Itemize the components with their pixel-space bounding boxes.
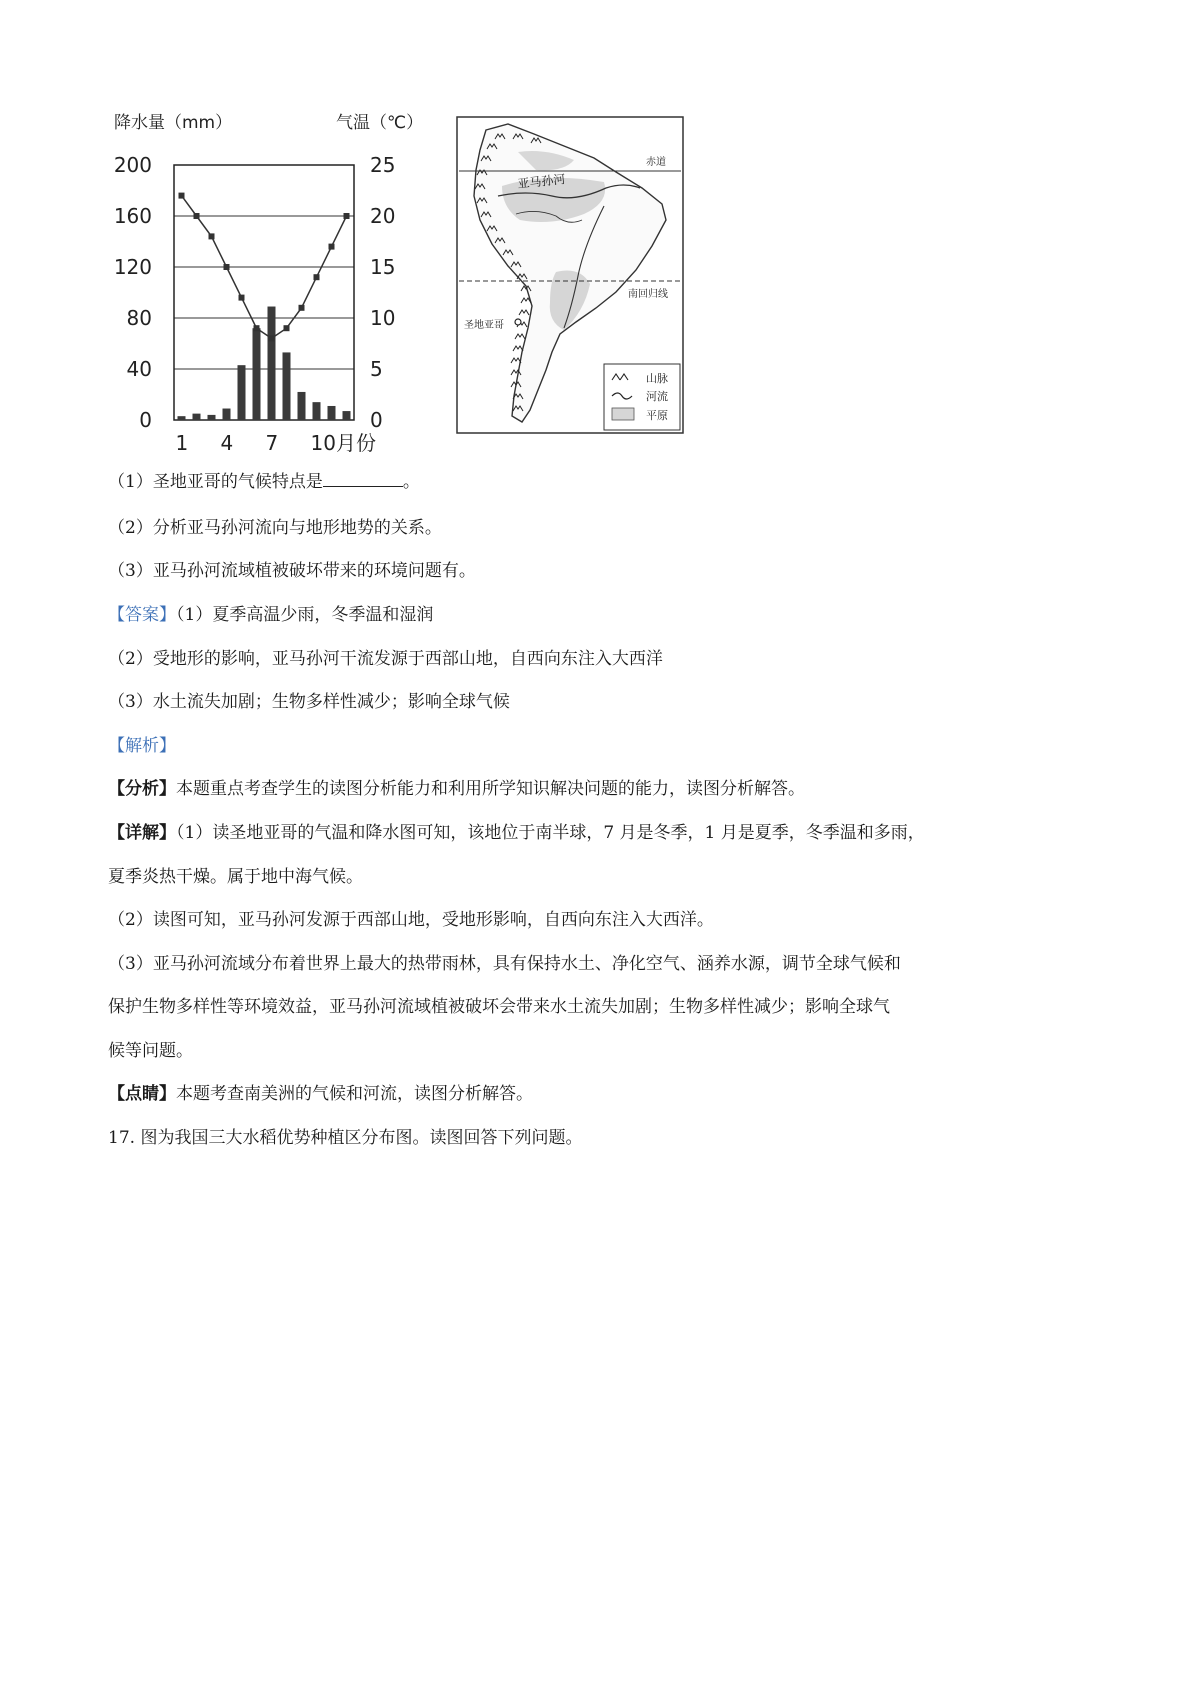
left-tick-label: 40 (126, 357, 152, 381)
left-tick-label: 160 (113, 204, 152, 228)
right-axis-ticks (370, 153, 395, 432)
temperature-point (179, 193, 185, 199)
city-label: 圣地亚哥 (464, 320, 504, 331)
legend-mountain-label: 山脉 (646, 372, 668, 385)
figure-row (108, 108, 688, 458)
precipitation-bar (208, 415, 216, 420)
legend-plain-icon (612, 408, 634, 420)
answer-tag: 【答案】 (108, 605, 176, 625)
south-america-map (456, 116, 684, 434)
left-tick-label: 0 (139, 408, 152, 432)
temperature-point (344, 213, 350, 219)
analysis-tag: 【解析】 (108, 736, 176, 756)
precipitation-bar (178, 416, 186, 420)
legend-river-label: 河流 (646, 390, 668, 403)
right-tick-label: 10 (370, 306, 396, 330)
x-tick-label: 10月份 (310, 431, 376, 455)
precipitation-bar (253, 328, 261, 420)
x-tick-label: 7 (265, 431, 279, 455)
dianjing-text: 本题考查南美洲的气候和河流，读图分析解答。 (176, 1084, 533, 1104)
tropic-label: 南回归线 (628, 289, 668, 300)
right-axis-label: 气温（℃） (336, 113, 424, 133)
answer-3: （3）水土流失加剧；生物多样性减少；影响全球气候 (108, 692, 510, 712)
temperature-point (299, 305, 305, 311)
question-17: 17. 图为我国三大水稻优势种植区分布图。读图回答下列问题。 (108, 1128, 583, 1148)
temperature-point (329, 244, 335, 250)
temperature-point (254, 325, 260, 331)
x-tick-label: 4 (220, 431, 234, 455)
right-tick-label: 5 (370, 357, 383, 381)
left-axis-label: 降水量（mm） (114, 113, 233, 133)
fenxi-text: 本题重点考查学生的读图分析能力和利用所学知识解决问题的能力，读图分析解答。 (176, 779, 805, 799)
x-tick-label: 1 (175, 431, 189, 455)
analysis-xiangjie-1 (108, 821, 925, 845)
answer-line-1 (108, 603, 433, 627)
x-axis-ticks (176, 431, 376, 455)
precipitation-bar (313, 402, 321, 420)
equator-label: 赤道 (646, 157, 666, 168)
left-tick-label: 120 (113, 255, 152, 279)
xiangjie-tag: 【详解】 (108, 823, 176, 843)
temperature-point (284, 325, 290, 331)
question-3: （3）亚马孙河流域植被破坏带来的环境问题有。 (108, 561, 476, 581)
right-tick-label: 0 (370, 408, 383, 432)
fenxi-tag: 【分析】 (108, 779, 176, 799)
xiangjie-text-1b: 夏季炎热干燥。属于地中海气候。 (108, 867, 363, 887)
xiangjie-text-3c: 候等问题。 (108, 1041, 193, 1061)
precipitation-bar (298, 392, 306, 420)
temperature-point (224, 264, 230, 270)
temperature-point (314, 274, 320, 280)
analysis-fenxi (108, 777, 805, 801)
temperature-point (194, 213, 200, 219)
xiangjie-text-1: （1）读圣地亚哥的气温和降水图可知，该地位于南半球，7 月是冬季，1 月是夏季，冬季温和多雨， (176, 823, 925, 843)
temperature-point (269, 335, 275, 341)
gridlines (174, 216, 354, 369)
answer-blank (323, 470, 403, 487)
climate-chart (108, 108, 448, 458)
temperature-point (239, 295, 245, 301)
right-tick-label: 20 (370, 204, 396, 228)
right-tick-label: 25 (370, 153, 396, 177)
question-2: （2）分析亚马孙河流向与地形地势的关系。 (108, 518, 442, 538)
answer-2: （2）受地形的影响，亚马孙河干流发源于西部山地，自西向东注入大西洋 (108, 649, 663, 669)
precipitation-bar (283, 352, 291, 420)
analysis-dianjing (108, 1082, 533, 1106)
xiangjie-text-2: （2）读图可知，亚马孙河发源于西部山地，受地形影响，自西向东注入大西洋。 (108, 910, 714, 930)
left-tick-label: 200 (113, 153, 152, 177)
precipitation-bars (178, 307, 351, 420)
precipitation-bar (223, 409, 231, 420)
plot-frame (174, 165, 354, 420)
left-axis-ticks (114, 153, 152, 432)
left-tick-label: 80 (126, 306, 152, 330)
answer-1: （1）夏季高温少雨，冬季温和湿润 (176, 605, 434, 625)
question-1-end: 。 (402, 472, 420, 492)
river-label: 亚马孙河 (516, 172, 567, 191)
precipitation-bar (193, 414, 201, 420)
dianjing-tag: 【点睛】 (108, 1084, 176, 1104)
question-1-text: （1）圣地亚哥的气候特点是 (108, 472, 323, 492)
legend-plain-label: 平原 (646, 409, 668, 422)
xiangjie-text-3a: （3）亚马孙河流域分布着世界上最大的热带雨林，具有保持水土、净化空气、涵养水源，调节全球气候和 (108, 954, 901, 974)
question-1 (108, 470, 420, 494)
right-tick-label: 15 (370, 255, 396, 279)
precipitation-bar (268, 307, 276, 420)
xiangjie-text-3b: 保护生物多样性等环境效益，亚马孙河流域植被破坏会带来水土流失加剧；生物多样性减少；影响全球气 (108, 997, 890, 1017)
precipitation-bar (328, 406, 336, 420)
precipitation-bar (343, 411, 351, 420)
santiago-point (515, 319, 521, 325)
temperature-point (209, 233, 215, 239)
precipitation-bar (238, 365, 246, 420)
